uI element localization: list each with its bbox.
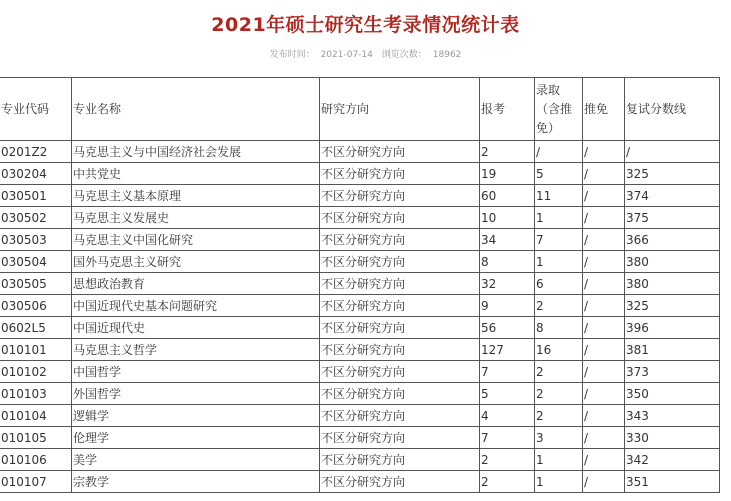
retest-score-cell: 374	[625, 185, 720, 207]
admitted-cell: /	[535, 141, 583, 163]
major-code-cell: 010106	[0, 449, 72, 471]
major-code-cell: 030506	[0, 295, 72, 317]
applicants-cell: 2	[480, 449, 535, 471]
research-direction-cell: 不区分研究方向	[320, 383, 480, 405]
table-row	[0, 251, 720, 273]
admitted-cell: 1	[535, 207, 583, 229]
retest-score-cell: /	[625, 141, 720, 163]
table-row	[0, 163, 720, 185]
publish-date: 2021-07-14	[320, 50, 373, 60]
retest-score-cell: 343	[625, 405, 720, 427]
views-count: 18962	[432, 50, 462, 60]
admitted-cell: 1	[535, 449, 583, 471]
admitted-cell: 5	[535, 163, 583, 185]
applicants-cell: 8	[480, 251, 535, 273]
research-direction-cell: 不区分研究方向	[320, 273, 480, 295]
applicants-cell: 7	[480, 427, 535, 449]
research-direction-cell: 不区分研究方向	[320, 251, 480, 273]
major-name-cell: 逻辑学	[72, 405, 320, 427]
applicants-cell: 4	[480, 405, 535, 427]
major-name-cell: 国外马克思主义研究	[72, 251, 320, 273]
retest-score-cell: 350	[625, 383, 720, 405]
major-name-cell: 马克思主义哲学	[72, 339, 320, 361]
applicants-cell: 2	[480, 471, 535, 493]
admitted-cell: 2	[535, 361, 583, 383]
table-row	[0, 361, 720, 383]
major-name-cell: 中国近现代史基本问题研究	[72, 295, 320, 317]
applicants-cell: 10	[480, 207, 535, 229]
retest-score-cell: 373	[625, 361, 720, 383]
research-direction-cell: 不区分研究方向	[320, 471, 480, 493]
major-name-cell: 马克思主义中国化研究	[72, 229, 320, 251]
exempt-cell: /	[583, 427, 625, 449]
table-row	[0, 141, 720, 163]
publish-label: 发布时间：	[269, 50, 315, 60]
applicants-cell: 32	[480, 273, 535, 295]
research-direction-cell: 不区分研究方向	[320, 361, 480, 383]
header-retest-score: 复试分数线	[625, 78, 720, 141]
major-code-cell: 030204	[0, 163, 72, 185]
exempt-cell: /	[583, 185, 625, 207]
header-applicants: 报考	[480, 78, 535, 141]
exempt-cell: /	[583, 251, 625, 273]
exempt-cell: /	[583, 163, 625, 185]
research-direction-cell: 不区分研究方向	[320, 427, 480, 449]
research-direction-cell: 不区分研究方向	[320, 449, 480, 471]
header-research-direction: 研究方向	[320, 78, 480, 141]
research-direction-cell: 不区分研究方向	[320, 317, 480, 339]
major-code-cell: 030502	[0, 207, 72, 229]
table-body	[0, 141, 720, 493]
major-name-cell: 马克思主义基本原理	[72, 185, 320, 207]
major-code-cell: 010103	[0, 383, 72, 405]
major-name-cell: 马克思主义与中国经济社会发展	[72, 141, 320, 163]
major-code-cell: 010107	[0, 471, 72, 493]
research-direction-cell: 不区分研究方向	[320, 207, 480, 229]
exempt-cell: /	[583, 383, 625, 405]
major-code-cell: 010105	[0, 427, 72, 449]
exempt-cell: /	[583, 317, 625, 339]
table-row	[0, 427, 720, 449]
admitted-cell: 1	[535, 251, 583, 273]
retest-score-cell: 325	[625, 163, 720, 185]
research-direction-cell: 不区分研究方向	[320, 229, 480, 251]
research-direction-cell: 不区分研究方向	[320, 163, 480, 185]
admitted-cell: 2	[535, 405, 583, 427]
table-row	[0, 405, 720, 427]
admitted-cell: 11	[535, 185, 583, 207]
exempt-cell: /	[583, 361, 625, 383]
header-exempt: 推免	[583, 78, 625, 141]
admitted-cell: 3	[535, 427, 583, 449]
exempt-cell: /	[583, 471, 625, 493]
applicants-cell: 60	[480, 185, 535, 207]
exempt-cell: /	[583, 339, 625, 361]
admitted-cell: 2	[535, 295, 583, 317]
applicants-cell: 56	[480, 317, 535, 339]
major-code-cell: 0201Z2	[0, 141, 72, 163]
table-row	[0, 229, 720, 251]
major-code-cell: 010104	[0, 405, 72, 427]
retest-score-cell: 366	[625, 229, 720, 251]
major-code-cell: 030501	[0, 185, 72, 207]
header-major-code: 专业代码	[0, 78, 72, 141]
retest-score-cell: 330	[625, 427, 720, 449]
page-title: 2021年硕士研究生考录情况统计表	[211, 14, 520, 36]
major-name-cell: 美学	[72, 449, 320, 471]
table-row	[0, 339, 720, 361]
table-row	[0, 185, 720, 207]
major-code-cell: 030505	[0, 273, 72, 295]
table-row	[0, 207, 720, 229]
major-name-cell: 中国哲学	[72, 361, 320, 383]
retest-score-cell: 396	[625, 317, 720, 339]
major-code-cell: 030503	[0, 229, 72, 251]
table-header-row	[0, 78, 720, 141]
major-name-cell: 中共党史	[72, 163, 320, 185]
admitted-cell: 7	[535, 229, 583, 251]
admitted-cell: 6	[535, 273, 583, 295]
research-direction-cell: 不区分研究方向	[320, 405, 480, 427]
applicants-cell: 7	[480, 361, 535, 383]
retest-score-cell: 342	[625, 449, 720, 471]
applicants-cell: 127	[480, 339, 535, 361]
exempt-cell: /	[583, 295, 625, 317]
exempt-cell: /	[583, 273, 625, 295]
header-major-name: 专业名称	[72, 78, 320, 141]
major-name-cell: 伦理学	[72, 427, 320, 449]
retest-score-cell: 380	[625, 251, 720, 273]
retest-score-cell: 381	[625, 339, 720, 361]
table-row	[0, 317, 720, 339]
exempt-cell: /	[583, 449, 625, 471]
exempt-cell: /	[583, 141, 625, 163]
major-code-cell: 0602L5	[0, 317, 72, 339]
retest-score-cell: 325	[625, 295, 720, 317]
header-admitted: 录取（含推免）	[535, 78, 583, 141]
research-direction-cell: 不区分研究方向	[320, 339, 480, 361]
major-code-cell: 030504	[0, 251, 72, 273]
admitted-cell: 8	[535, 317, 583, 339]
research-direction-cell: 不区分研究方向	[320, 295, 480, 317]
admitted-cell: 16	[535, 339, 583, 361]
retest-score-cell: 380	[625, 273, 720, 295]
major-name-cell: 思想政治教育	[72, 273, 320, 295]
applicants-cell: 19	[480, 163, 535, 185]
major-name-cell: 马克思主义发展史	[72, 207, 320, 229]
admission-stats-table	[0, 77, 720, 493]
research-direction-cell: 不区分研究方向	[320, 141, 480, 163]
major-name-cell: 宗教学	[72, 471, 320, 493]
major-name-cell: 外国哲学	[72, 383, 320, 405]
major-name-cell: 中国近现代史	[72, 317, 320, 339]
applicants-cell: 2	[480, 141, 535, 163]
table-row	[0, 449, 720, 471]
major-code-cell: 010101	[0, 339, 72, 361]
exempt-cell: /	[583, 207, 625, 229]
table-row	[0, 273, 720, 295]
applicants-cell: 9	[480, 295, 535, 317]
research-direction-cell: 不区分研究方向	[320, 185, 480, 207]
exempt-cell: /	[583, 405, 625, 427]
table-row	[0, 383, 720, 405]
admitted-cell: 1	[535, 471, 583, 493]
applicants-cell: 5	[480, 383, 535, 405]
admitted-cell: 2	[535, 383, 583, 405]
applicants-cell: 34	[480, 229, 535, 251]
table-row	[0, 295, 720, 317]
exempt-cell: /	[583, 229, 625, 251]
major-code-cell: 010102	[0, 361, 72, 383]
article-meta	[0, 47, 731, 60]
retest-score-cell: 351	[625, 471, 720, 493]
views-label: 浏览次数：	[381, 50, 427, 60]
stats-table-container	[0, 77, 719, 493]
retest-score-cell: 375	[625, 207, 720, 229]
table-row	[0, 471, 720, 493]
